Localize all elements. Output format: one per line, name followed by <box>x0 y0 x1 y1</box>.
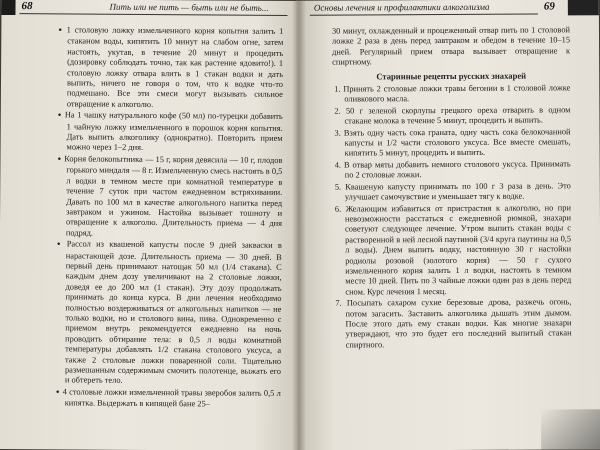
recipe-item-5 <box>333 181 571 203</box>
recipe-item-4 <box>333 159 571 181</box>
left-text-column <box>51 25 284 411</box>
paragraph-2 <box>52 111 282 155</box>
page-tab-mark <box>568 0 599 15</box>
page-number-left: 68 <box>21 0 33 13</box>
paragraph-text: 4 столовые ложки измельченной травы зверобоя залить 0,5 л кипятка. Выдержать в кипящей бане 25– <box>62 387 281 409</box>
item-text: Желающим избавиться от пристрастия к алкоголю, но при невозможности расстаться с ежедневной рюмкой, знахари советуют следующее лечение. Утром выпить стакан воды с растворенной в ней лесной паутиной (3/4 круга паутины на 0,5 л воды). Днем выпить водку, настоянную 30 г настойки родиолы розовой (золотого корня) — 50 г сухого измельченного корня залить 1 л водки, настоять в темном месте 10 дней. Пить по 3 чайные ложки один раз в день перед сном. Курс лечения 1 месяц. <box>344 202 572 297</box>
running-head-right: Основы лечения и профилактики алкоголизма <box>313 1 490 13</box>
item-text: 50 г зеленой скорлупы грецкого ореха отварить в одном стакане молока в течение 5 минут, процедить и выпить. <box>344 105 571 126</box>
paragraph-text: Корня белокопытника — 15 г, корня девясила — 10 г, плодов горького миндаля — 8 г. Измельченную смесь настоять в 0,5 л водки в темном месте при комнатной температуре в течение 7 суток при частом ежедневном встряхивании. Давать по 100 мл в качестве алкогольного напитка перед завтраком и ужином. Настойка вызывает тошноту и отвращение к алкоголю. Длительность приема — 4 дня подряд. <box>64 154 283 238</box>
item-number: 7. <box>335 298 342 308</box>
item-number: 3. <box>334 128 341 138</box>
continuation-paragraph: 30 минут, охлажденный и процеженный отвар пить по 1 столовой ложке 2 раза в день перед завтраком и обедом в течение 10–15 дней. Регулярный прием отвара вызывает отвращение к спиртному. <box>331 25 571 67</box>
item-text: Квашеную капусту принимать по 100 г 3 раза в день. Это улучшает самочувствие и уменьшает тягу к водке. <box>344 181 571 202</box>
item-text: Взять одну часть сока граната, одну часть сока белокочанной капусты и 1/2 части столового уксуса. Все вместе смешать, кипятить 5 минут, процедить и выпить. <box>343 127 571 159</box>
recipe-item-1 <box>332 83 570 105</box>
running-head-left: Пить или не пить — быть или не быть... <box>109 1 269 13</box>
header-rule-right <box>310 14 538 16</box>
paragraph-text: Рассол из квашеной капусты после 9 дней закваски в нарастающей дозе. Длительность приема — 30 дней. В первый день принимают натощак 50 мл (1/4 стакана). С каждым днем дозу увеличивают на 2 столовые ложки, доведя ее до 200 мл (1 стакан). Эту дозу продолжать принимать до конца курса. В дни лечения необходимо полностью воздерживаться от алкогольных напитков — не только водки, но и столового вина, пива. Одновременно с приемом внутрь рекомендуется ежедневно на ночь проводить обтирание тела: в 0,5 л воды комнатной температуры добавлять 1/2 стакана столового уксуса, а также 2 столовые ложки поваренной соли. Тщательно размешанным содержимым смочить полотенце, выжать его и обтереть тело. <box>64 239 282 386</box>
item-number: 4. <box>334 160 341 170</box>
item-text: В отвар мяты добавить немного столового уксуса. Принимать по 2 столовые ложки. <box>343 159 571 180</box>
recipe-item-6 <box>333 203 571 298</box>
item-number: 6. <box>334 204 342 214</box>
item-text: Посыпать сахаром сухие березовые дрова, разжечь огонь, потом загасить. Заставить алкоголика дышать этим дымом. После этого дать ему стакан водки. Как многие знахари утверждают, что это будет его последний выпитый стакан спиртного. <box>345 297 572 350</box>
paragraph-1 <box>53 25 284 111</box>
paragraph-5 <box>51 387 281 410</box>
item-number: 5. <box>334 182 342 192</box>
recipe-item-2 <box>332 105 570 127</box>
right-page <box>296 0 600 450</box>
item-number: 1. <box>334 84 341 94</box>
header-rule-left <box>19 13 287 16</box>
item-text: Принять 2 столовые ложки травы бегонии в 1 столовой ложке оливкового масла. <box>343 83 571 104</box>
paragraph-text: На 1 чашку натурального кофе (50 мл) по-турецки добавить 1 чайную ложку измельченного в порошок корня копытня. Дать выпить алкоголику (однократно). Повторить прием можно через 1–2 дня. <box>64 110 283 153</box>
photo-shadow <box>541 409 600 449</box>
recipe-item-3 <box>332 127 570 159</box>
right-text-column <box>332 25 572 351</box>
item-number: 2. <box>334 106 341 116</box>
page-number-right: 69 <box>543 0 555 13</box>
page-tab-mark <box>1 0 15 15</box>
recipe-item-7 <box>333 298 571 351</box>
paragraph-text: 1 столовую ложку измельченного корня копытня залить 1 стаканом воды, кипятить 10 минут на слабом огне, затем настоять, укутав, в течение 20 минут и процедить (дозировку соблюдать точно, так как растение ядовито!). 1 столовую ложку отвара влить в 1 стакан водки и дать выпить, ничего не говоря о том, что к водке что-то подмешано. Все эти смеси могут вызывать сильное отвращение к алкоголю. <box>66 25 284 109</box>
paragraph-4 <box>51 239 282 387</box>
paragraph-3 <box>52 154 283 240</box>
book-spine <box>292 0 306 450</box>
section-title: Старинные рецепты русских знахарей <box>376 70 527 82</box>
